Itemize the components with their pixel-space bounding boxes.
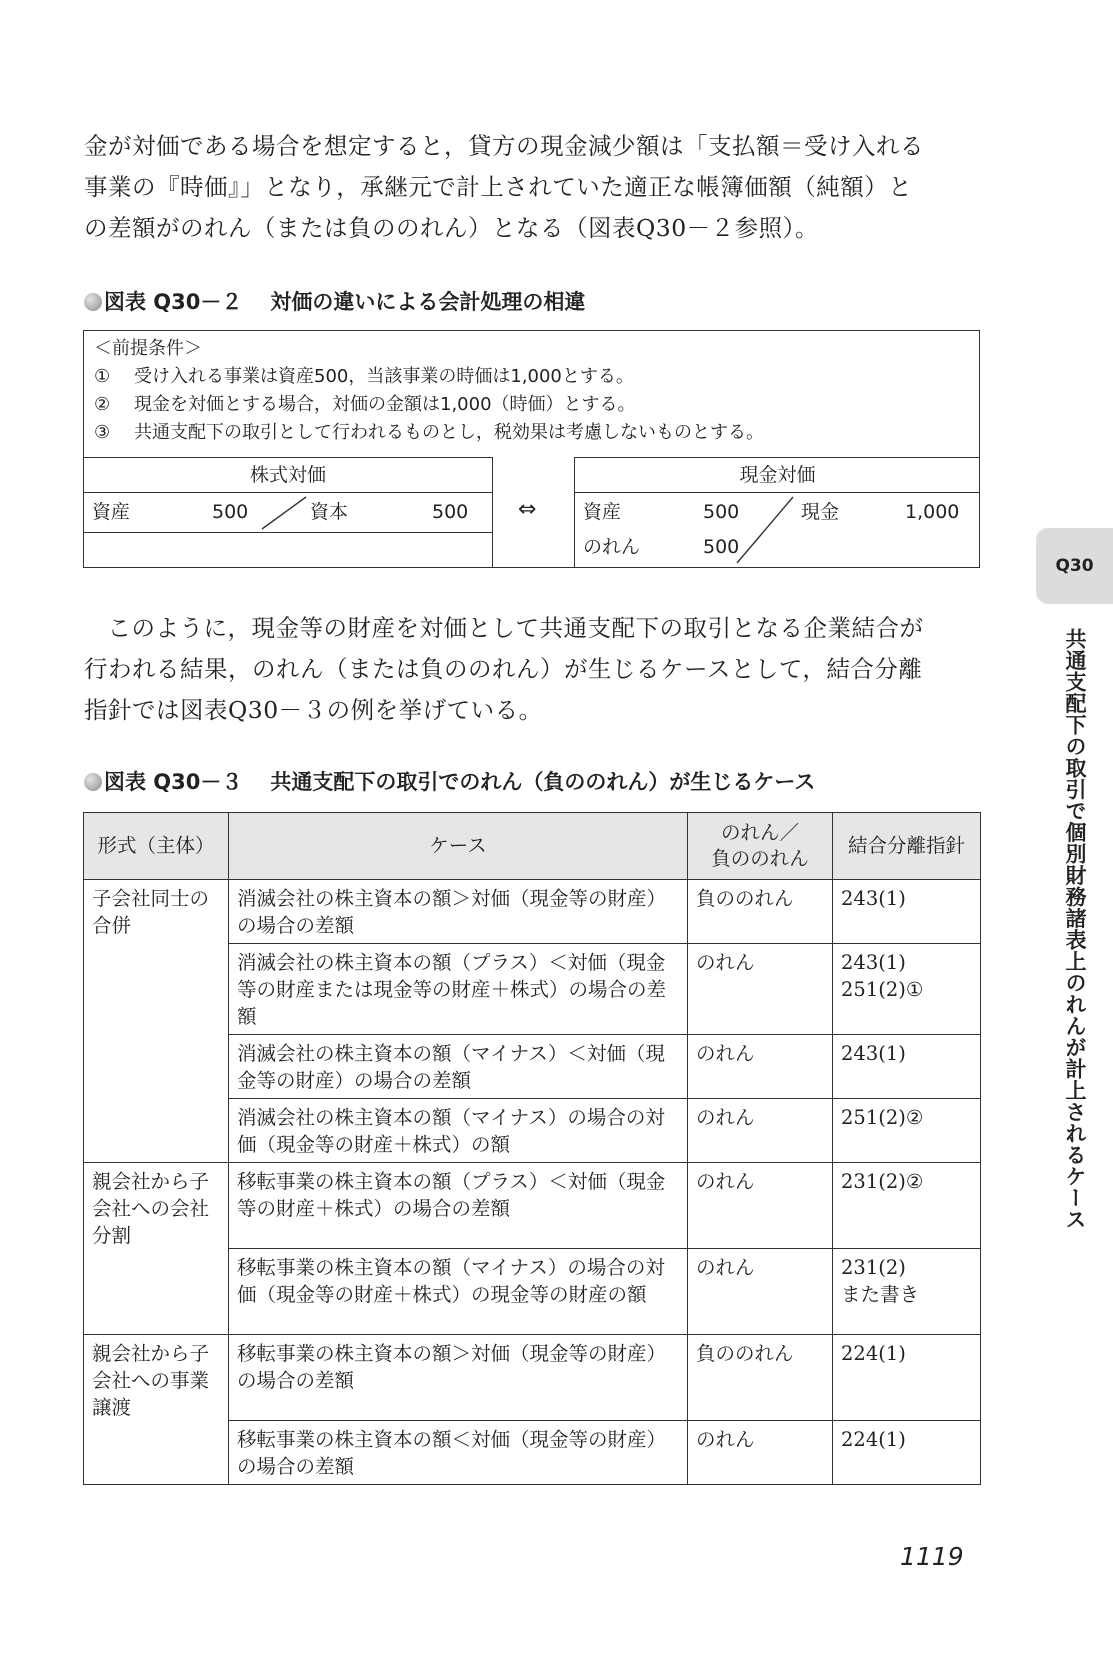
cash-debit2-amount: 500: [703, 536, 740, 558]
header-form: 形式（主体）: [84, 813, 229, 880]
goodwill-cell: のれん: [688, 1035, 833, 1099]
cash-credit-amount: 1,000: [905, 501, 960, 523]
header-case: ケース: [229, 813, 688, 880]
cash-journal-header: 現金対価: [575, 458, 980, 493]
circle-bullet-icon: [84, 773, 102, 791]
guide-cell: [833, 1099, 981, 1163]
paragraph-line: 行われる結果，のれん（または負ののれん）が生じるケースとして，結合分離: [84, 655, 923, 683]
cash-consideration-journal: [574, 457, 980, 567]
guide-reference: 231(2)②: [841, 1170, 924, 1193]
header-goodwill: [688, 813, 833, 880]
premise-item: [94, 419, 764, 447]
paragraph-line: 指針では図表Q30－３の例を挙げている。: [84, 696, 543, 724]
stock-credit-label: 資本: [310, 501, 349, 523]
running-title: 共通支配下の取引で個別財務諸表上のれんが計上されるケース: [1063, 628, 1087, 1230]
stock-credit-amount: 500: [432, 501, 469, 523]
cash-debit1-label: 資産: [583, 501, 622, 523]
guide-cell: [833, 880, 981, 944]
page-number: 1119: [900, 1542, 964, 1571]
middle-paragraph: [84, 608, 984, 731]
stock-consideration-journal: [83, 457, 493, 567]
table-header-row: [84, 813, 981, 880]
goodwill-cell: のれん: [688, 1421, 833, 1485]
guide-reference: 251(2)②: [841, 1106, 924, 1129]
form-cell: 親会社から子会社への事業譲渡: [84, 1335, 229, 1485]
goodwill-cell: のれん: [688, 1099, 833, 1163]
paragraph-line: 事業の『時価』」となり，承継元で計上されていた適正な帳簿価額（純額）と: [84, 173, 913, 201]
intro-paragraph: [84, 126, 984, 249]
guide-cell: [833, 1163, 981, 1249]
figure2-heading: [84, 288, 585, 316]
premise-number: ②: [94, 394, 111, 415]
form-cell: 子会社同士の合併: [84, 880, 229, 1163]
figure3-heading: [84, 768, 815, 796]
header-goodwill-line: 負ののれん: [711, 847, 809, 870]
guide-reference: 243(1): [841, 887, 906, 910]
figure2-box: [83, 330, 980, 568]
premise-text: 現金を対価とする場合，対価の金額は1,000（時価）とする。: [134, 394, 636, 415]
slash-divider-icon: [84, 493, 492, 533]
premise-header: ＜前提条件＞: [94, 338, 202, 359]
table-row: [84, 1163, 981, 1249]
guide-reference: 243(1): [841, 1042, 906, 1065]
figure3-title: 共通支配下の取引でのれん（負ののれん）が生じるケース: [270, 770, 816, 794]
guide-reference: 224(1): [841, 1428, 906, 1451]
case-cell: 移転事業の株主資本の額（プラス）＜対価（現金等の財産＋株式）の場合の差額: [229, 1163, 688, 1249]
premise-text: 受け入れる事業は資産500，当該事業の時価は1,000とする。: [134, 366, 634, 387]
case-table: [83, 812, 981, 1485]
premise-number: ①: [94, 366, 111, 387]
guide-cell: [833, 1035, 981, 1099]
cash-journal-body: [575, 493, 980, 568]
cash-debit1-amount: 500: [703, 501, 740, 523]
cash-debit2-label: のれん: [583, 536, 641, 558]
premise-text: 共通支配下の取引として行われるものとし，税効果は考慮しないものとする。: [134, 422, 764, 443]
premise-item: [94, 363, 764, 391]
table-row: [84, 1335, 981, 1421]
guide-cell: [833, 1249, 981, 1335]
case-cell: 消滅会社の株主資本の額＞対価（現金等の財産）の場合の差額: [229, 880, 688, 944]
stock-journal-header: 株式対価: [84, 458, 492, 493]
form-cell: 親会社から子会社への会社分割: [84, 1163, 229, 1335]
guide-reference: 231(2): [841, 1256, 906, 1279]
stock-journal-body: [84, 493, 492, 533]
goodwill-cell: 負ののれん: [688, 1335, 833, 1421]
goodwill-cell: 負ののれん: [688, 880, 833, 944]
double-arrow-icon: ⇔: [518, 497, 537, 522]
premise-list: [94, 335, 764, 447]
paragraph-line: の差額がのれん（または負ののれん）となる（図表Q30－２参照）。: [84, 214, 819, 242]
goodwill-cell: のれん: [688, 944, 833, 1035]
case-cell: 移転事業の株主資本の額（マイナス）の場合の対価（現金等の財産＋株式）の現金等の財産の額: [229, 1249, 688, 1335]
header-goodwill-line: のれん／: [720, 821, 799, 844]
goodwill-cell: のれん: [688, 1163, 833, 1249]
case-cell: 消滅会社の株主資本の額（マイナス）＜対価（現金等の財産）の場合の差額: [229, 1035, 688, 1099]
guide-reference: 251(2)①: [841, 978, 924, 1001]
stock-debit-label: 資産: [92, 501, 131, 523]
figure2-title: 対価の違いによる会計処理の相違: [270, 290, 586, 314]
stock-debit-amount: 500: [212, 501, 249, 523]
guide-reference: 243(1): [841, 951, 906, 974]
chapter-tab: Q30: [1036, 528, 1113, 604]
guide-reference: 224(1): [841, 1342, 906, 1365]
guide-cell: [833, 1421, 981, 1485]
figure3-label: 図表 Q30－３: [104, 770, 243, 794]
cash-credit-label: 現金: [801, 501, 840, 523]
case-cell: 移転事業の株主資本の額＜対価（現金等の財産）の場合の差額: [229, 1421, 688, 1485]
circle-bullet-icon: [84, 293, 102, 311]
case-cell: 移転事業の株主資本の額＞対価（現金等の財産）の場合の差額: [229, 1335, 688, 1421]
table-row: [84, 880, 981, 944]
case-cell: 消滅会社の株主資本の額（プラス）＜対価（現金等の財産または現金等の財産＋株式）の場合の差額: [229, 944, 688, 1035]
figure2-label: 図表 Q30－２: [104, 290, 243, 314]
paragraph-line: 金が対価である場合を想定すると，貸方の現金減少額は「支払額＝受け入れる: [84, 132, 924, 160]
goodwill-cell: のれん: [688, 1249, 833, 1335]
premise-number: ③: [94, 422, 111, 443]
paragraph-line: このように，現金等の財産を対価として共通支配下の取引となる企業結合が: [107, 614, 924, 642]
guide-reference: また書き: [841, 1283, 920, 1306]
case-cell: 消滅会社の株主資本の額（マイナス）の場合の対価（現金等の財産＋株式）の額: [229, 1099, 688, 1163]
header-guide: 結合分離指針: [833, 813, 981, 880]
premise-item: [94, 391, 764, 419]
guide-cell: [833, 944, 981, 1035]
guide-cell: [833, 1335, 981, 1421]
